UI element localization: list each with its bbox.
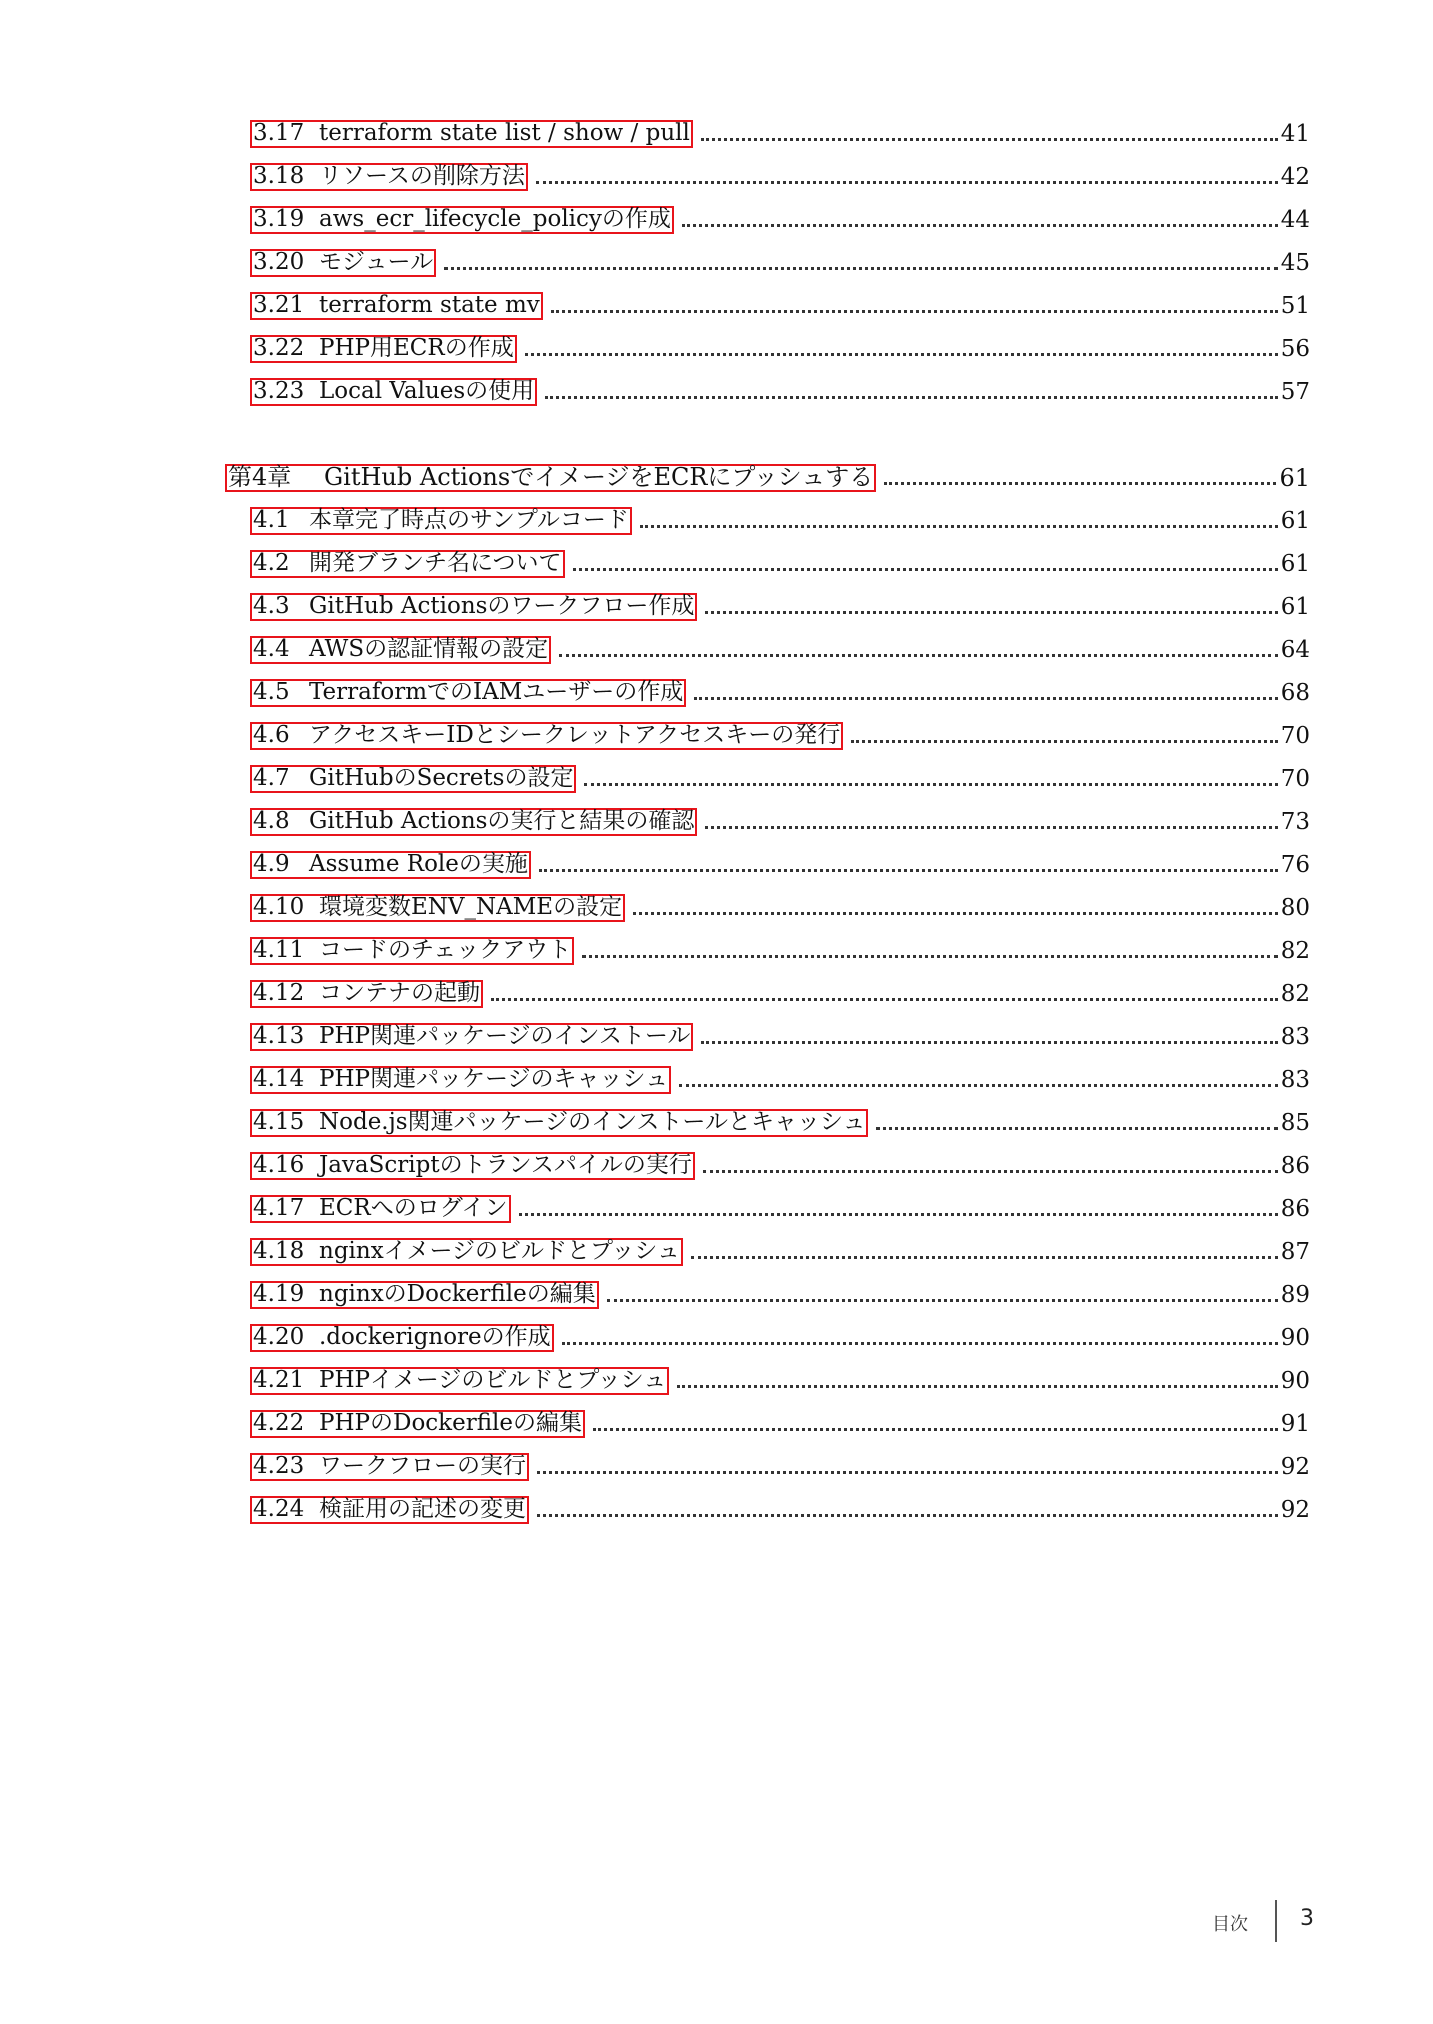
section-number: 3.20 <box>253 249 305 275</box>
toc-entry <box>250 1103 1310 1137</box>
section-title: リソースの削除方法 <box>319 163 525 189</box>
section-number: 4.24 <box>253 1496 305 1522</box>
dot-leader <box>691 1256 1278 1259</box>
toc-entry <box>250 888 1310 922</box>
toc-link[interactable] <box>250 163 528 191</box>
section-number: 4.5 <box>253 679 290 705</box>
page-number: 61 <box>1280 551 1310 577</box>
section-title: 検証用の記述の変更 <box>319 1496 526 1522</box>
toc-link[interactable] <box>250 378 537 406</box>
toc-entry <box>250 501 1310 535</box>
dot-leader <box>701 1041 1277 1044</box>
toc-entry <box>250 1232 1310 1266</box>
section-title: モジュール <box>319 249 434 275</box>
page-number: 61 <box>1280 594 1310 620</box>
toc-link[interactable] <box>250 1324 554 1352</box>
section-title: 開発ブランチ名について <box>309 550 562 576</box>
dot-leader <box>679 1084 1278 1087</box>
toc-entry <box>250 1146 1310 1180</box>
toc-entry <box>250 1447 1310 1481</box>
page-number: 91 <box>1280 1411 1310 1437</box>
section-number: 3.22 <box>253 335 305 361</box>
page-footer <box>1200 1900 1320 1940</box>
dot-leader <box>701 138 1278 141</box>
section-title: aws_ecr_lifecycle_policyの作成 <box>319 206 671 232</box>
toc-entry <box>250 716 1310 750</box>
toc-entry <box>250 802 1310 836</box>
section-number: 4.21 <box>253 1367 305 1393</box>
section-title: アクセスキーIDとシークレットアクセスキーの発行 <box>309 722 841 748</box>
page-number: 87 <box>1280 1239 1310 1265</box>
page-number: 64 <box>1280 637 1310 663</box>
page-number: 56 <box>1280 336 1310 362</box>
chapter-number: 第4章 <box>228 463 292 491</box>
toc-link[interactable] <box>250 1109 868 1137</box>
dot-leader <box>584 783 1277 786</box>
section-title: PHPのDockerfileの編集 <box>319 1410 583 1436</box>
section-title: PHPイメージのビルドとプッシュ <box>319 1367 667 1393</box>
toc-link[interactable] <box>250 550 565 578</box>
section-number: 4.18 <box>253 1238 305 1264</box>
section-number: 4.17 <box>253 1195 305 1221</box>
toc-entry <box>250 1318 1310 1352</box>
dot-leader <box>525 353 1278 356</box>
dot-leader <box>677 1385 1277 1388</box>
page-number: 76 <box>1280 852 1310 878</box>
toc-entry <box>250 544 1310 578</box>
toc-entry <box>250 286 1310 320</box>
toc-entry <box>250 845 1310 879</box>
page-number: 82 <box>1280 981 1310 1007</box>
footer-divider <box>1275 1900 1277 1942</box>
toc-link[interactable] <box>250 206 674 234</box>
chapter-link[interactable] <box>225 464 876 492</box>
section-number: 3.17 <box>253 120 305 146</box>
toc-link[interactable] <box>250 679 686 707</box>
section-number: 4.6 <box>253 722 290 748</box>
section-title: コンテナの起動 <box>319 980 480 1006</box>
toc-entry <box>250 1404 1310 1438</box>
toc-link[interactable] <box>250 765 576 793</box>
dot-leader <box>851 740 1277 743</box>
section-number: 3.23 <box>253 378 305 404</box>
section-number: 4.2 <box>253 550 290 576</box>
page-number: 70 <box>1280 723 1310 749</box>
page-number: 82 <box>1280 938 1310 964</box>
toc-entry <box>250 587 1310 621</box>
toc-link[interactable] <box>250 894 625 922</box>
section-number: 4.15 <box>253 1109 305 1135</box>
section-title: JavaScriptのトランスパイルの実行 <box>319 1152 692 1178</box>
dot-leader <box>705 826 1277 829</box>
section-title: ECRへのログイン <box>319 1195 508 1221</box>
page-number: 86 <box>1280 1153 1310 1179</box>
toc-link[interactable] <box>250 1066 671 1094</box>
toc-link[interactable] <box>250 937 574 965</box>
section-number: 4.23 <box>253 1453 305 1479</box>
page-number: 42 <box>1280 164 1310 190</box>
page-number: 61 <box>1279 464 1310 492</box>
toc-entry <box>250 329 1310 363</box>
dot-leader <box>539 869 1278 872</box>
section-number: 4.10 <box>253 894 305 920</box>
toc-link[interactable] <box>250 1238 683 1266</box>
toc-link[interactable] <box>250 1496 529 1524</box>
section-number: 4.11 <box>253 937 305 963</box>
section-title: TerraformでのIAMユーザーの作成 <box>309 679 684 705</box>
section-number: 4.16 <box>253 1152 305 1178</box>
toc-entry <box>250 1490 1310 1524</box>
section-number: 4.22 <box>253 1410 305 1436</box>
toc-entry <box>250 200 1310 234</box>
toc-entry <box>250 1361 1310 1395</box>
section-number: 4.7 <box>253 765 290 791</box>
section-title: terraform state list / show / pull <box>319 120 690 146</box>
section-number: 4.1 <box>253 507 290 533</box>
toc-link[interactable] <box>250 1367 669 1395</box>
section-number: 4.9 <box>253 851 290 877</box>
page-number: 44 <box>1280 207 1310 233</box>
toc-link[interactable] <box>250 1410 585 1438</box>
toc-link[interactable] <box>250 851 531 879</box>
section-number: 4.3 <box>253 593 290 619</box>
section-title: コードのチェックアウト <box>319 937 572 963</box>
section-number: 4.13 <box>253 1023 305 1049</box>
section-title: nginxイメージのビルドとプッシュ <box>319 1238 680 1264</box>
toc-link[interactable] <box>250 507 632 535</box>
dot-leader <box>682 224 1278 227</box>
toc-entry <box>250 1017 1310 1051</box>
dot-leader <box>573 568 1278 571</box>
section-title: 本章完了時点のサンプルコード <box>309 507 629 533</box>
dot-leader <box>536 181 1278 184</box>
page-number: 90 <box>1280 1325 1310 1351</box>
footer-page-number: 3 <box>1300 1906 1314 1931</box>
section-number: 4.4 <box>253 636 290 662</box>
section-title: terraform state mv <box>319 292 540 318</box>
section-title: PHP関連パッケージのインストール <box>319 1023 691 1049</box>
toc-link[interactable] <box>250 636 551 664</box>
section-number: 3.18 <box>253 163 305 189</box>
dot-leader <box>537 1514 1278 1517</box>
section-number: 4.8 <box>253 808 290 834</box>
toc-link[interactable] <box>250 1023 693 1051</box>
toc-entry <box>250 630 1310 664</box>
dot-leader <box>562 1342 1278 1345</box>
chapter-title: GitHub ActionsでイメージをECRにプッシュする <box>324 463 874 491</box>
toc-link[interactable] <box>250 1453 529 1481</box>
page-number: 45 <box>1280 250 1310 276</box>
page-number: 61 <box>1280 508 1310 534</box>
page-number: 86 <box>1280 1196 1310 1222</box>
section-title: AWSの認証情報の設定 <box>309 636 549 662</box>
dot-leader <box>559 654 1278 657</box>
page-number: 68 <box>1280 680 1310 706</box>
toc-link[interactable] <box>250 593 697 621</box>
dot-leader <box>593 1428 1278 1431</box>
page-number: 41 <box>1280 121 1310 147</box>
toc-entry <box>250 759 1310 793</box>
section-number: 4.20 <box>253 1324 305 1350</box>
dot-leader <box>633 912 1278 915</box>
section-title: Node.js関連パッケージのインストールとキャッシュ <box>319 1109 866 1135</box>
dot-leader <box>551 310 1278 313</box>
toc-entry <box>250 114 1310 148</box>
page-number: 83 <box>1280 1024 1310 1050</box>
dot-leader <box>694 697 1277 700</box>
section-title: nginxのDockerfileの編集 <box>319 1281 596 1307</box>
dot-leader <box>537 1471 1278 1474</box>
dot-leader <box>640 525 1278 528</box>
section-title: 環境変数ENV_NAMEの設定 <box>319 894 623 920</box>
toc-link[interactable] <box>250 249 436 277</box>
toc-entry <box>250 243 1310 277</box>
page-number: 85 <box>1280 1110 1310 1136</box>
dot-leader <box>884 482 1276 485</box>
page-number: 90 <box>1280 1368 1310 1394</box>
footer-label: 目次 <box>1212 1914 1248 1935</box>
toc-link[interactable] <box>250 1152 695 1180</box>
page-number: 73 <box>1280 809 1310 835</box>
dot-leader <box>703 1170 1278 1173</box>
toc-link[interactable] <box>250 808 697 836</box>
section-title: GitHub Actionsの実行と結果の確認 <box>309 808 695 834</box>
dot-leader <box>519 1213 1278 1216</box>
section-title: Local Valuesの使用 <box>319 378 535 404</box>
dot-leader <box>582 955 1277 958</box>
toc-entry <box>250 974 1310 1008</box>
toc-link[interactable] <box>250 1281 599 1309</box>
section-title: PHP用ECRの作成 <box>319 335 514 361</box>
dot-leader <box>545 396 1278 399</box>
section-number: 4.12 <box>253 980 305 1006</box>
section-number: 3.19 <box>253 206 305 232</box>
section-number: 4.19 <box>253 1281 305 1307</box>
toc-entry <box>250 1060 1310 1094</box>
dot-leader <box>607 1299 1278 1302</box>
toc-chapter-entry <box>225 458 1310 492</box>
toc-link[interactable] <box>250 1195 511 1223</box>
page-number: 70 <box>1280 766 1310 792</box>
section-number: 3.21 <box>253 292 305 318</box>
page-number: 83 <box>1280 1067 1310 1093</box>
toc-entry <box>250 157 1310 191</box>
page-number: 51 <box>1280 293 1310 319</box>
section-title: PHP関連パッケージのキャッシュ <box>319 1066 669 1092</box>
page-number: 92 <box>1280 1454 1310 1480</box>
section-title: ワークフローの実行 <box>319 1453 526 1479</box>
section-title: GitHubのSecretsの設定 <box>309 765 574 791</box>
toc-link[interactable] <box>250 722 843 750</box>
dot-leader <box>705 611 1277 614</box>
toc-link[interactable] <box>250 120 693 148</box>
toc-entry <box>250 1189 1310 1223</box>
section-title: GitHub Actionsのワークフロー作成 <box>309 593 695 619</box>
page-number: 92 <box>1280 1497 1310 1523</box>
dot-leader <box>876 1127 1277 1130</box>
toc-entry <box>250 372 1310 406</box>
page-number: 57 <box>1280 379 1310 405</box>
section-number: 4.14 <box>253 1066 305 1092</box>
toc-entry <box>250 931 1310 965</box>
section-title: Assume Roleの実施 <box>309 851 528 877</box>
toc-link[interactable] <box>250 980 483 1008</box>
page-number: 80 <box>1280 895 1310 921</box>
toc-link[interactable] <box>250 292 543 320</box>
dot-leader <box>444 267 1278 270</box>
section-title: .dockerignoreの作成 <box>319 1324 551 1350</box>
dot-leader <box>491 998 1278 1001</box>
toc-link[interactable] <box>250 335 517 363</box>
page-number: 89 <box>1280 1282 1310 1308</box>
toc-entry <box>250 1275 1310 1309</box>
toc-entry <box>250 673 1310 707</box>
